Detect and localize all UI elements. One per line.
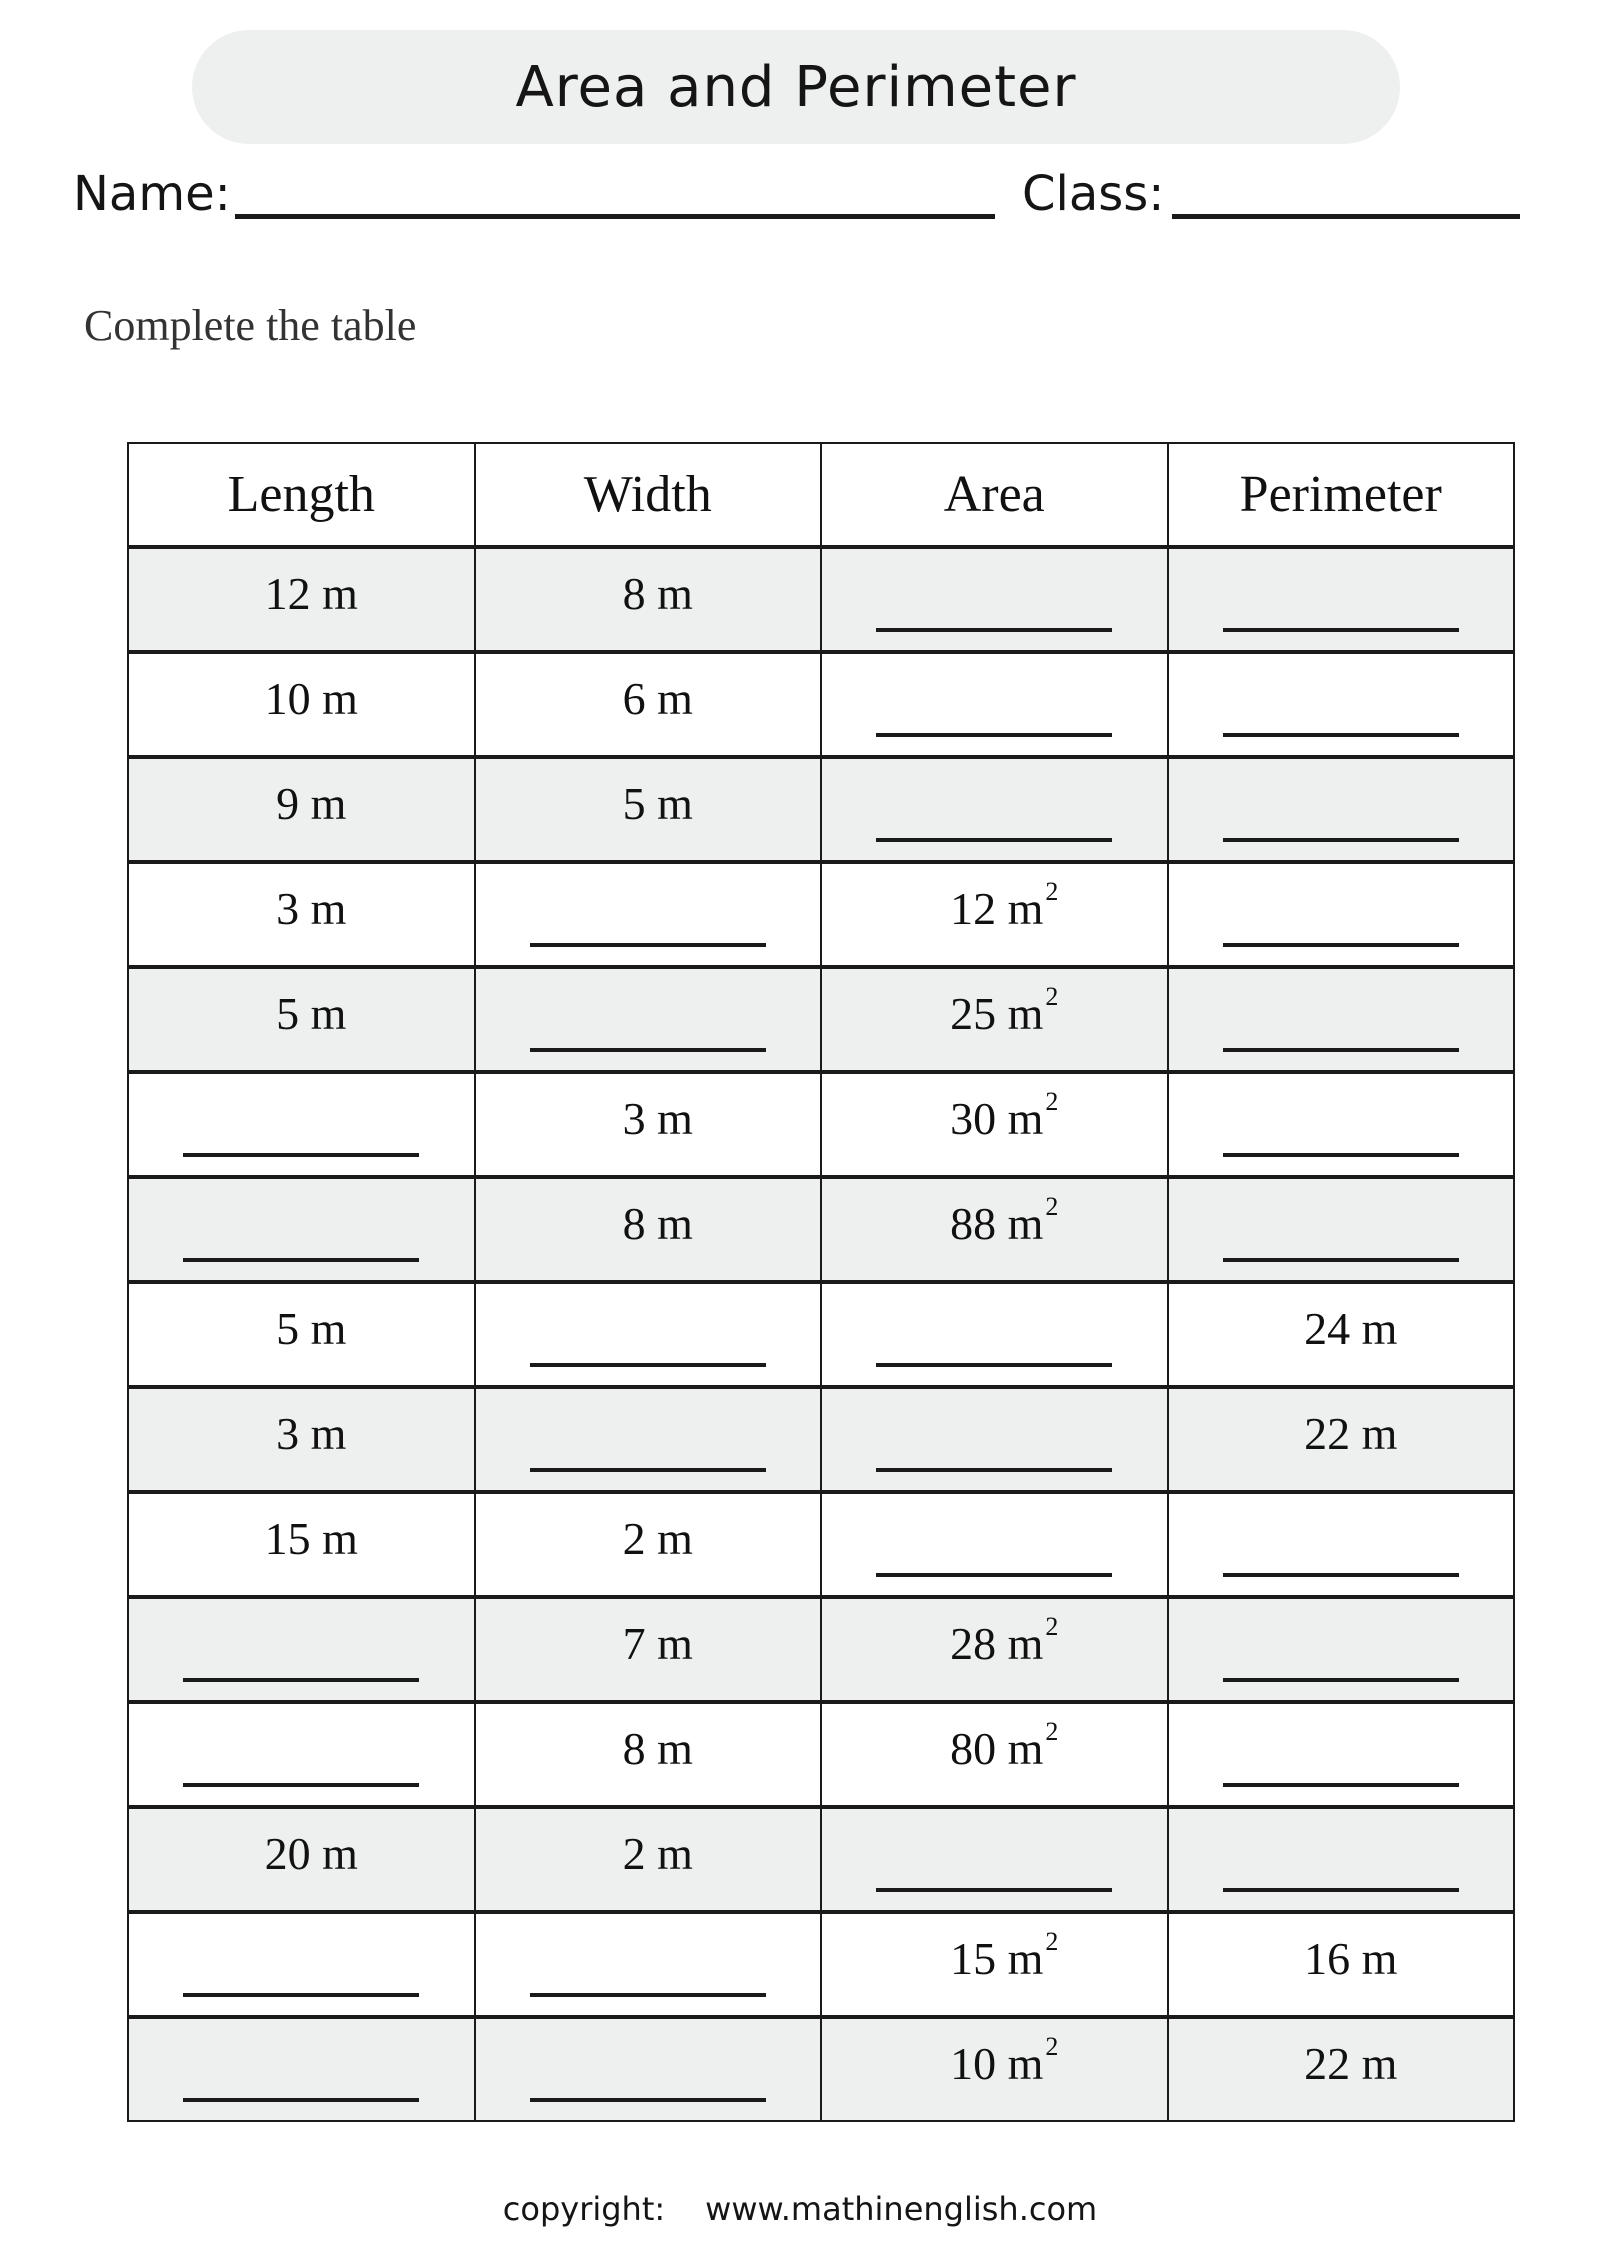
area-value	[930, 1926, 1059, 1985]
cell-area	[821, 547, 1168, 652]
cell-width	[475, 757, 822, 862]
column-header-width: Width	[475, 443, 822, 547]
title-banner	[192, 30, 1400, 144]
area-value	[930, 1086, 1059, 1145]
area-answer-blank[interactable]	[876, 1573, 1112, 1577]
table-row	[128, 1387, 1514, 1492]
cell-length	[128, 1282, 475, 1387]
area-text: 25 m	[950, 988, 1044, 1039]
area-exponent: 2	[1045, 876, 1059, 906]
cell-area	[821, 1597, 1168, 1702]
perimeter-value	[1284, 1932, 1397, 1985]
width-text: 3 m	[622, 1093, 693, 1144]
width-text: 6 m	[622, 673, 693, 724]
cell-length	[128, 1807, 475, 1912]
area-text: 88 m	[950, 1198, 1044, 1249]
width-value	[603, 1827, 693, 1880]
cell-area	[821, 652, 1168, 757]
cell-area	[821, 862, 1168, 967]
cell-area	[821, 1492, 1168, 1597]
cell-perimeter	[1168, 1912, 1515, 2017]
length-value	[245, 567, 358, 620]
width-text: 7 m	[622, 1618, 693, 1669]
table-row	[128, 1597, 1514, 1702]
width-value	[603, 1617, 693, 1670]
perimeter-text: 22 m	[1304, 2038, 1398, 2089]
cell-width	[475, 967, 822, 1072]
perimeter-answer-blank[interactable]	[1223, 1573, 1459, 1577]
width-text: 8 m	[622, 568, 693, 619]
class-field[interactable]	[1172, 214, 1520, 219]
cell-length	[128, 1702, 475, 1807]
length-value	[256, 777, 346, 830]
website-link[interactable]: www.mathinenglish.com	[705, 2190, 1098, 2228]
cell-perimeter	[1168, 1807, 1515, 1912]
cell-perimeter	[1168, 547, 1515, 652]
area-exponent: 2	[1045, 1191, 1059, 1221]
perimeter-answer-blank[interactable]	[1223, 733, 1459, 737]
cell-area	[821, 757, 1168, 862]
table-row	[128, 1492, 1514, 1597]
area-exponent: 2	[1045, 1611, 1059, 1641]
length-text: 5 m	[276, 1303, 347, 1354]
cell-width	[475, 652, 822, 757]
table-row	[128, 1282, 1514, 1387]
length-text: 3 m	[276, 1408, 347, 1459]
page-title: Area and Perimeter	[515, 54, 1077, 120]
cell-width	[475, 1807, 822, 1912]
table-row	[128, 2017, 1514, 2121]
area-exponent: 2	[1045, 1086, 1059, 1116]
perimeter-answer-blank[interactable]	[1223, 1783, 1459, 1787]
cell-length	[128, 2017, 475, 2121]
perimeter-text: 16 m	[1304, 1933, 1398, 1984]
cell-width	[475, 1597, 822, 1702]
perimeter-answer-blank[interactable]	[1223, 628, 1459, 632]
cell-width	[475, 1492, 822, 1597]
cell-perimeter	[1168, 1072, 1515, 1177]
cell-length	[128, 652, 475, 757]
cell-length	[128, 1492, 475, 1597]
cell-perimeter	[1168, 757, 1515, 862]
width-text: 2 m	[622, 1828, 693, 1879]
cell-width	[475, 1282, 822, 1387]
table-row	[128, 862, 1514, 967]
cell-area	[821, 1177, 1168, 1282]
area-answer-blank[interactable]	[876, 1363, 1112, 1367]
length-value	[256, 1407, 346, 1460]
table-row	[128, 1072, 1514, 1177]
cell-perimeter	[1168, 652, 1515, 757]
length-answer-blank[interactable]	[183, 2098, 419, 2102]
cell-perimeter	[1168, 862, 1515, 967]
length-answer-blank[interactable]	[183, 1153, 419, 1157]
perimeter-answer-blank[interactable]	[1223, 1048, 1459, 1052]
area-exponent: 2	[1045, 1926, 1059, 1956]
area-value	[930, 1716, 1059, 1775]
table-row	[128, 757, 1514, 862]
cell-width	[475, 1072, 822, 1177]
table-row	[128, 967, 1514, 1072]
width-text: 8 m	[622, 1723, 693, 1774]
width-answer-blank[interactable]	[530, 1048, 766, 1052]
perimeter-answer-blank[interactable]	[1223, 838, 1459, 842]
area-exponent: 2	[1045, 981, 1059, 1011]
table-header-row	[128, 443, 1514, 547]
area-text: 30 m	[950, 1093, 1044, 1144]
length-answer-blank[interactable]	[183, 1993, 419, 1997]
area-text: 80 m	[950, 1723, 1044, 1774]
cell-area	[821, 1072, 1168, 1177]
area-value	[930, 1191, 1059, 1250]
column-header-length: Length	[128, 443, 475, 547]
length-value	[256, 987, 346, 1040]
perimeter-answer-blank[interactable]	[1223, 943, 1459, 947]
cell-perimeter	[1168, 2017, 1515, 2121]
table-row	[128, 1807, 1514, 1912]
width-text: 8 m	[622, 1198, 693, 1249]
width-answer-blank[interactable]	[530, 2098, 766, 2102]
cell-width	[475, 1177, 822, 1282]
instruction-text: Complete the table	[84, 301, 417, 350]
area-text: 12 m	[950, 883, 1044, 934]
area-answer-blank[interactable]	[876, 733, 1112, 737]
cell-width	[475, 1912, 822, 2017]
cell-length	[128, 1387, 475, 1492]
width-value	[603, 567, 693, 620]
cell-area	[821, 1282, 1168, 1387]
width-value	[603, 1197, 693, 1250]
cell-length	[128, 1597, 475, 1702]
name-field[interactable]	[235, 214, 995, 219]
length-text: 12 m	[264, 568, 358, 619]
cell-length	[128, 862, 475, 967]
cell-perimeter	[1168, 1702, 1515, 1807]
width-text: 2 m	[622, 1513, 693, 1564]
cell-width	[475, 862, 822, 967]
cell-perimeter	[1168, 1387, 1515, 1492]
width-answer-blank[interactable]	[530, 943, 766, 947]
length-value	[256, 1302, 346, 1355]
area-exponent: 2	[1045, 1716, 1059, 1746]
perimeter-value	[1284, 2037, 1397, 2090]
cell-perimeter	[1168, 1282, 1515, 1387]
length-text: 5 m	[276, 988, 347, 1039]
cell-perimeter	[1168, 1597, 1515, 1702]
area-answer-blank[interactable]	[876, 628, 1112, 632]
area-value	[930, 981, 1059, 1040]
table-row	[128, 1912, 1514, 2017]
area-perimeter-table	[127, 442, 1515, 2122]
length-text: 9 m	[276, 778, 347, 829]
width-text: 5 m	[622, 778, 693, 829]
area-value	[930, 2031, 1059, 2090]
width-value	[603, 1512, 693, 1565]
width-value	[603, 777, 693, 830]
cell-area	[821, 2017, 1168, 2121]
cell-perimeter	[1168, 1177, 1515, 1282]
footer	[0, 2190, 1600, 2228]
table-body	[128, 547, 1514, 2121]
table-row	[128, 1702, 1514, 1807]
cell-width	[475, 1702, 822, 1807]
cell-length	[128, 967, 475, 1072]
length-value	[245, 672, 358, 725]
cell-length	[128, 757, 475, 862]
perimeter-text: 24 m	[1304, 1303, 1398, 1354]
cell-perimeter	[1168, 967, 1515, 1072]
width-answer-blank[interactable]	[530, 1993, 766, 1997]
cell-length	[128, 547, 475, 652]
cell-length	[128, 1072, 475, 1177]
length-value	[245, 1512, 358, 1565]
perimeter-text: 22 m	[1304, 1408, 1398, 1459]
table-row	[128, 652, 1514, 757]
length-value	[256, 882, 346, 935]
perimeter-answer-blank[interactable]	[1223, 1888, 1459, 1892]
cell-area	[821, 1807, 1168, 1912]
column-header-perimeter: Perimeter	[1168, 443, 1515, 547]
cell-area	[821, 1912, 1168, 2017]
length-text: 15 m	[264, 1513, 358, 1564]
length-answer-blank[interactable]	[183, 1783, 419, 1787]
cell-width	[475, 547, 822, 652]
area-value	[930, 1611, 1059, 1670]
area-answer-blank[interactable]	[876, 1888, 1112, 1892]
table-row	[128, 547, 1514, 652]
width-value	[603, 1722, 693, 1775]
area-text: 15 m	[950, 1933, 1044, 1984]
width-answer-blank[interactable]	[530, 1468, 766, 1472]
area-value	[930, 876, 1059, 935]
length-text: 10 m	[264, 673, 358, 724]
cell-area	[821, 967, 1168, 1072]
perimeter-value	[1284, 1407, 1397, 1460]
copyright-label: copyright:	[502, 2190, 666, 2228]
length-text: 20 m	[264, 1828, 358, 1879]
cell-width	[475, 2017, 822, 2121]
length-text: 3 m	[276, 883, 347, 934]
cell-area	[821, 1702, 1168, 1807]
area-text: 10 m	[950, 2038, 1044, 2089]
cell-area	[821, 1387, 1168, 1492]
column-header-area: Area	[821, 443, 1168, 547]
cell-perimeter	[1168, 1492, 1515, 1597]
area-text: 28 m	[950, 1618, 1044, 1669]
length-value	[245, 1827, 358, 1880]
perimeter-answer-blank[interactable]	[1223, 1678, 1459, 1682]
area-exponent: 2	[1045, 2031, 1059, 2061]
cell-length	[128, 1177, 475, 1282]
cell-length	[128, 1912, 475, 2017]
width-answer-blank[interactable]	[530, 1363, 766, 1367]
width-value	[603, 1092, 693, 1145]
area-answer-blank[interactable]	[876, 1468, 1112, 1472]
length-answer-blank[interactable]	[183, 1678, 419, 1682]
cell-width	[475, 1387, 822, 1492]
length-answer-blank[interactable]	[183, 1258, 419, 1262]
area-answer-blank[interactable]	[876, 838, 1112, 842]
class-label: Class:	[1022, 166, 1165, 222]
perimeter-value	[1284, 1302, 1397, 1355]
perimeter-answer-blank[interactable]	[1223, 1153, 1459, 1157]
width-value	[603, 672, 693, 725]
perimeter-answer-blank[interactable]	[1223, 1258, 1459, 1262]
name-label: Name:	[73, 166, 231, 222]
table-row	[128, 1177, 1514, 1282]
